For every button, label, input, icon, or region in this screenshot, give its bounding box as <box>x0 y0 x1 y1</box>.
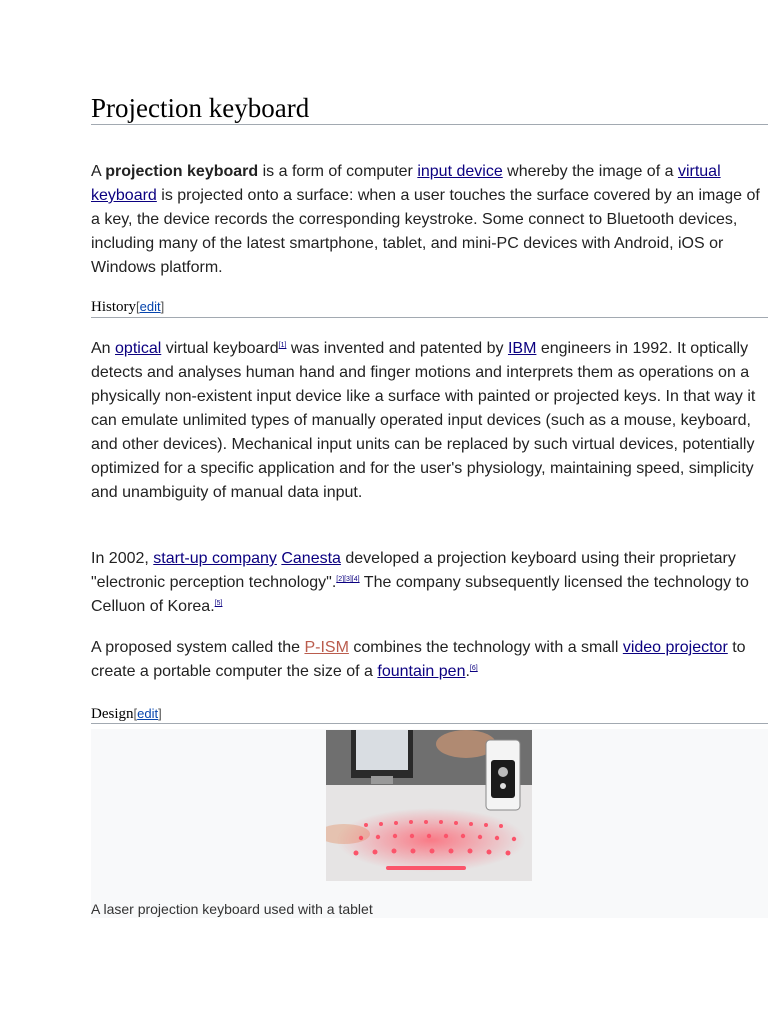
link-fountain-pen[interactable]: fountain pen <box>377 663 466 680</box>
figure-caption: A laser projection keyboard used with a tablet <box>91 901 373 917</box>
paragraph-text: engineers in 1992. It optically detects and analyses human hand and finger motions and interprets them as operations on a physically non-existent input device like a surface with painted or projected keys. In that way it can emulate unlimited types of manually operated input devices (such as a mouse, keyboard, and other devices). Mechanical input units can be replaced by such virtual devices, potentially optimized for a specific application and for the user's physiology, maintaining speed, simplicity and unambiguity of manual data input. <box>91 340 756 501</box>
photo-illustration <box>326 730 532 881</box>
history-paragraph-3 <box>91 636 768 684</box>
paragraph-text: combines the technology with a small <box>348 639 623 656</box>
link-optical[interactable]: optical <box>115 340 162 357</box>
intro-paragraph <box>91 160 768 280</box>
paragraph-text: The company subsequently licensed the technology to Celluon of Korea. <box>91 574 749 615</box>
history-paragraph-2 <box>91 547 768 619</box>
intro-text: is projected onto a surface: when a user touches the surface covered by an image of a key, the device records the corresponding keystroke. Some connect to Bluetooth devices, including many of the latest smartphone, tablet, and mini-PC devices with Android, iOS or Windows platform. <box>91 187 760 276</box>
paragraph-text: to create a portable computer the size of a <box>91 639 746 680</box>
citation-5[interactable] <box>215 600 223 607</box>
edit-section-history <box>136 299 164 314</box>
intro-text: whereby the image of a <box>502 163 678 180</box>
link-video-projector[interactable]: video projector <box>622 639 728 656</box>
link-p-ism[interactable]: P-ISM <box>304 639 349 656</box>
paragraph-text: An <box>91 340 116 357</box>
intro-text: is a form of computer <box>258 163 418 180</box>
paragraph-text: A proposed system called the <box>91 639 305 656</box>
paragraph-text: In 2002, <box>91 550 154 567</box>
intro-text: A <box>91 163 106 180</box>
edit-bracket: [ <box>136 299 140 314</box>
citation-6[interactable] <box>470 665 478 672</box>
edit-section-design <box>134 706 162 721</box>
section-divider <box>91 723 768 724</box>
section-heading-label: History <box>91 299 136 315</box>
citation-link[interactable]: [5] <box>214 600 223 607</box>
link-startup-company[interactable]: start-up company <box>153 550 277 567</box>
link-input-device[interactable]: input device <box>417 163 503 180</box>
figure-laser-keyboard <box>91 729 768 918</box>
citation-link[interactable]: [6] <box>469 665 478 672</box>
citation-link[interactable]: [2][3][4] <box>336 576 360 583</box>
paragraph-text: developed a projection keyboard using their proprietary "electronic perception technology". <box>91 550 736 591</box>
edit-bracket: ] <box>160 299 165 314</box>
edit-link[interactable]: edit <box>139 299 161 314</box>
section-heading-history <box>91 298 164 316</box>
intro-bold-term: projection keyboard <box>105 163 259 180</box>
edit-bracket: [ <box>133 706 138 721</box>
edit-bracket: ] <box>158 706 162 721</box>
page-title: Projection keyboard <box>91 93 310 123</box>
link-canesta[interactable]: Canesta <box>281 550 341 567</box>
paragraph-text: was invented and patented by <box>286 340 508 357</box>
section-heading-design <box>91 705 162 723</box>
edit-link[interactable]: edit <box>137 706 159 721</box>
citation-2-3-4[interactable] <box>336 576 359 583</box>
laser-keyboard-photo[interactable] <box>326 730 532 881</box>
link-ibm[interactable]: IBM <box>507 340 537 357</box>
citation-link[interactable]: [1] <box>278 342 287 349</box>
section-divider <box>91 317 768 318</box>
paragraph-text: virtual keyboard <box>161 340 279 357</box>
history-paragraph-1 <box>91 337 768 505</box>
paragraph-text: . <box>465 663 470 680</box>
title-divider <box>91 124 768 125</box>
section-heading-label: Design <box>91 706 134 722</box>
link-virtual-keyboard[interactable]: virtual keyboard <box>91 163 721 204</box>
